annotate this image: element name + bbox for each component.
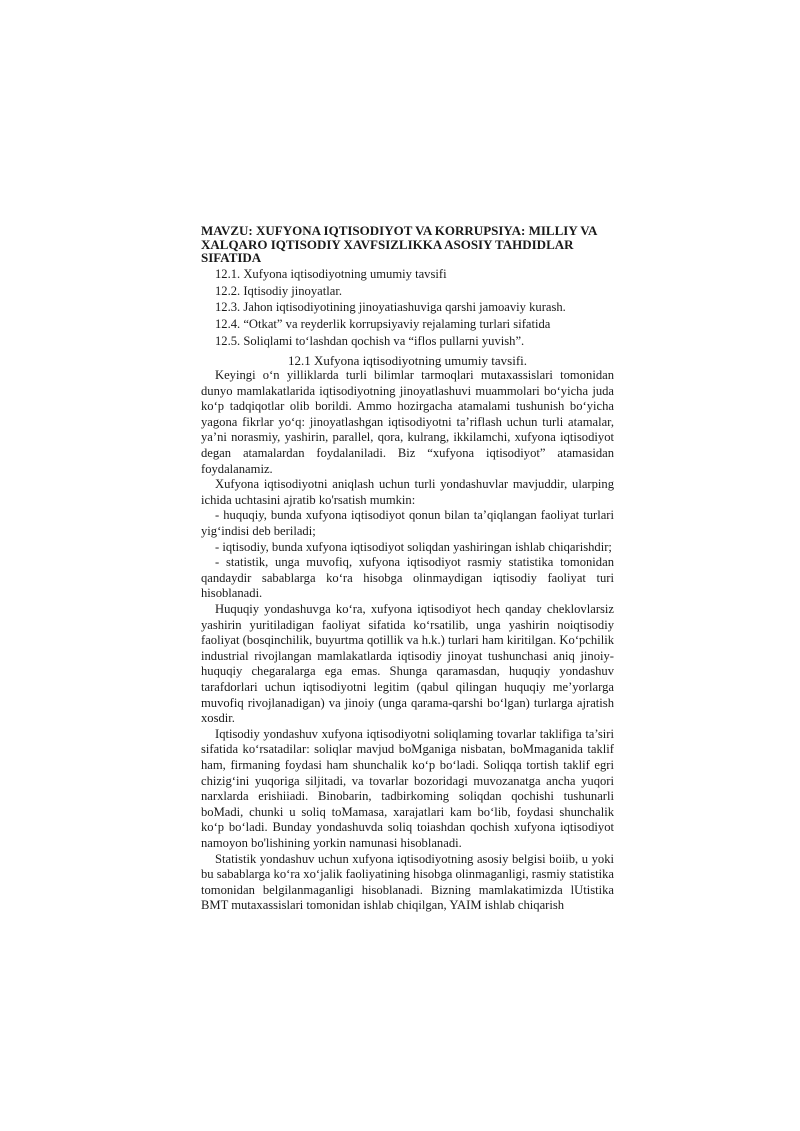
toc-item-12-3: 12.3. Jahon iqtisodiyotining jinoyatiashuviga qarshi jamoaviy kurash. [215,300,566,315]
paragraph-legal-approach: Huquqiy yondashuvga ko‘ra, xufyona iqtisodiyot hech qanday cheklovlarsiz yashirin yuritiladigan faoliyat sifatida ko‘rsatilib, unga yashirin noiqtisodiy faoliyat (bosqinchilik, buyurtma qotillik va h.k.) turlari ham kiritilgan. Ko‘pchilik industrial rivojlangan mamlakatlarda iqtisodiy jinoyat tushunchasi aniq jinoiy-huquqiy chegaralarga ega emas. Shunga qaramasdan, huquqiy yondashuv tarafdorlari uchun iqtisodiyotni legitim (qabul qilingan huquqiy me’yorlarga muvofiq rivojlanadigan) va jinoiy (unga qarama-qarshi bo‘lgan) turlarga ajratish xosdir. [201,602,614,726]
toc-item-12-1: 12.1. Xufyona iqtisodiyotning umumiy tavsifi [215,266,447,281]
paragraph-economic-approach: Iqtisodiy yondashuv xufyona iqtisodiyotni soliqlaming tovarlar taklifiga ta’siri sifatida ko‘rsatadilar: soliqlar mavjud boMganiga nisbatan, boMmaganida taklif ham, firmaning foydasi ham shunchalik ko‘p bo‘ladi. Soliqqa tortish taklif egri chizig‘ini yuqoriga siljitadi, va tovarlar bozoridagi muvozanatga ancha yuqori narxlarda erishiiadi. Binobarin, tadbirkoming soliqdan qochishi tushunarli boMadi, chunki u soliq toMamasa, xarajatlari kam bo‘lib, foydasi shunchalik ko‘p bo‘ladi. Bunday yondashuvda soliq toiashdan qochish xufyona iqtisodiyot namoyon bo'lishining yorkin namunasi hisoblanadi. [201,726,614,850]
toc-item-12-4: 12.4. “Otkat” va reyderlik korrupsiyaviy rejalaming turlari sifatida [215,317,551,332]
table-of-contents [201,267,614,350]
list-item-statistical: - statistik, unga muvofiq, xufyona iqtisodiyot rasmiy statistika tomonidan qandaydir sabablarga ko‘ra hisobga olinmaydigan iqtisodiy faoliyat turi hisoblanadi. [201,555,614,601]
paragraph-approaches: Xufyona iqtisodiyotni aniqlash uchun turli yondashuvlar mavjuddir, ularping ichida uchtasini ajratib ko'rsatish mumkin: [201,477,614,507]
toc-item-12-5: 12.5. Soliqlami to‘lashdan qochish va “iflos pullarni yuvish”. [215,333,525,348]
section-heading: 12.1 Xufyona iqtisodiyotning umumiy tavsifi. [287,352,528,368]
paragraph-statistical-approach: Statistik yondashuv uchun xufyona iqtisodiyotning asosiy belgisi boiib, u yoki bu sabablarga ko‘ra xo‘jalik faoliyatining hisobga olinmaganligi, rasmiy statistika tomonidan belgilanmaganligi hisoblanadi. Bizning mamlakatimizda lUtistika BMT mutaxassislari tomonidan ishlab chiqilgan, YAIM ishlab chiqarish [201,851,614,913]
toc-item-12-2: 12.2. Iqtisodiy jinoyatlar. [215,283,342,298]
document-title: MAVZU: XUFYONA IQTISODIYOT VA KORRUPSIYA: MILLIY VA XALQARO IQTISODIY XAVFSIZLIKKA ASOSIY TAHDIDLAR SIFATIDA [201,223,597,266]
paragraph-intro: Keyingi o‘n yilliklarda turli bilimlar tarmoqlari mutaxassislari tomonidan dunyo mamlakatlarida iqtisodiyotning jinoyatlashuvi muammolari bo‘yicha juda ko‘p tadqiqotlar olib borildi. Ammo hozirgacha atamalami tushunish bo‘yicha yagona fikrlar yo‘q: jinoyatlashgan iqtisodiyotni ta’riflash uchun turli atamalar, ya’ni norasmiy, yashirin, parallel, qora, kulrang, ikkilamchi, xufyona iqtisodiyot degan atamalardan foydalaniladi. Biz “xufyona iqtisodiyot” atamasidan foydalanamiz. [201,368,614,476]
list-item-economic: - iqtisodiy, bunda xufyona iqtisodiyot soliqdan yashiringan ishlab chiqarishdir; [215,539,612,554]
list-item-legal: - huquqiy, bunda xufyona iqtisodiyot qonun bilan ta’qiqlangan faoliyat turlari yig‘indisi deb beriladi; [201,508,614,539]
document-page [201,224,614,914]
